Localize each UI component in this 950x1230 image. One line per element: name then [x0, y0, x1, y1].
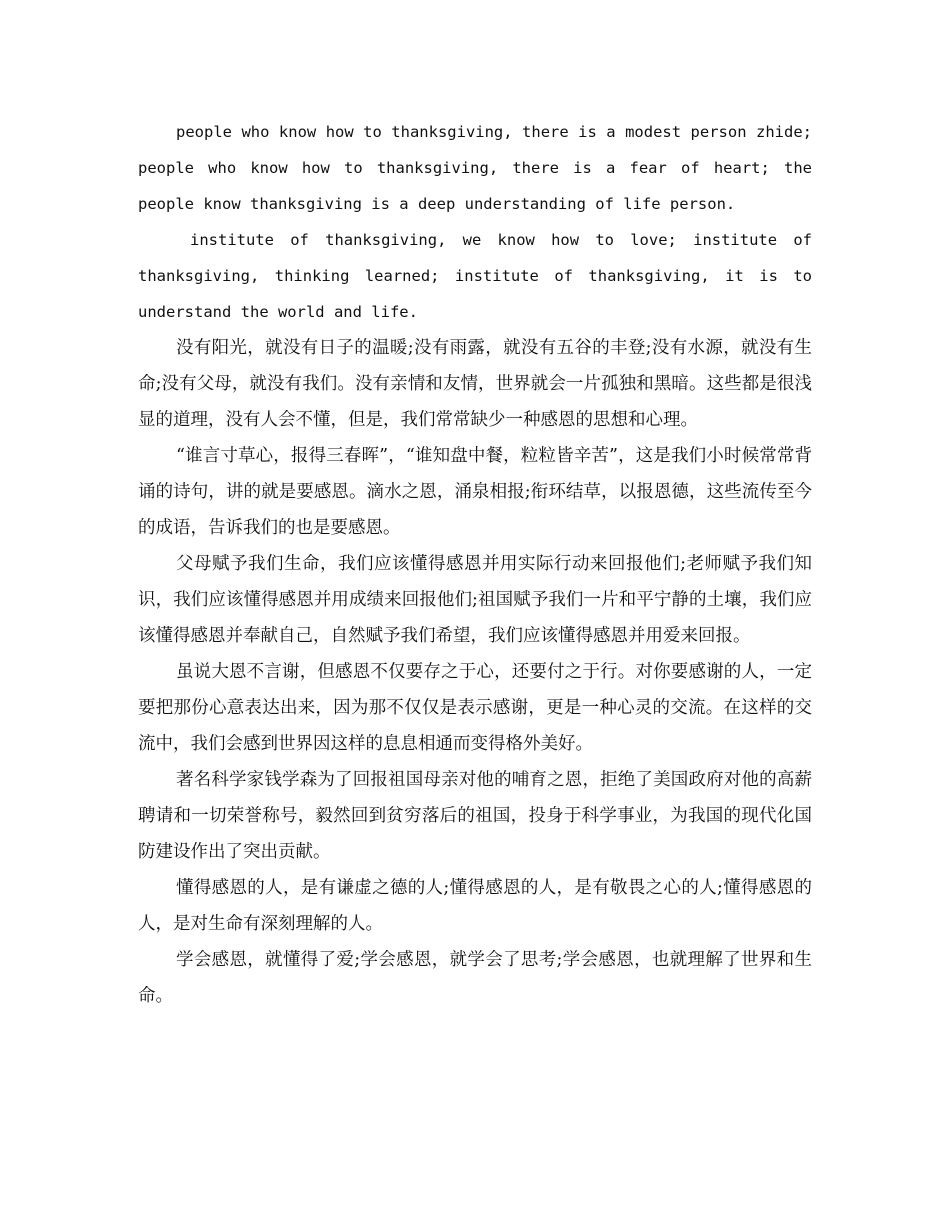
paragraph-grateful-people: 懂得感恩的人，是有谦虚之德的人;懂得感恩的人，是有敬畏之心的人;懂得感恩的人，是对生命有深刻理解的人。: [138, 878, 812, 934]
paragraph-learn-gratitude: 学会感恩，就懂得了爱;学会感恩，就学会了思考;学会感恩，也就理解了世界和生命。: [138, 950, 812, 1006]
paragraph-no-sunshine: 没有阳光，就没有日子的温暖;没有雨露，就没有五谷的丰登;没有水源，就没有生命;没有父母，就没有我们。没有亲情和友情，世界就会一片孤独和黑暗。这些都是很浅显的道理，没有人会不懂，但是，我们常常缺少一种感恩的思想和心理。: [138, 338, 812, 430]
paragraph-parents-teachers: 父母赋予我们生命，我们应该懂得感恩并用实际行动来回报他们;老师赋予我们知识，我们应该懂得感恩并用成绩来回报他们;祖国赋予我们一片和平宁静的土壤，我们应该懂得感恩并奉献自己，自然赋予我们希望，我们应该懂得感恩并用爱来回报。: [138, 554, 812, 646]
paragraph-english-2: institute of thanksgiving, we know how to love; institute of thanksgiving, thinking learned; institute of thanksgiving, it is to understand the world and life.: [138, 231, 812, 321]
paragraph-express-gratitude: 虽说大恩不言谢，但感恩不仅要存之于心，还要付之于行。对你要感谢的人，一定要把那份心意表达出来，因为那不仅仅是表示感谢，更是一种心灵的交流。在这样的交流中，我们会感到世界因这样的息息相通而变得格外美好。: [138, 662, 812, 754]
paragraph-qian-xuesen: 著名科学家钱学森为了回报祖国母亲对他的哺育之恩，拒绝了美国政府对他的高薪聘请和一切荣誉称号，毅然回到贫穷落后的祖国，投身于科学事业，为我国的现代化国防建设作出了突出贡献。: [138, 770, 812, 862]
paragraph-poems: “谁言寸草心，报得三春晖”，“谁知盘中餐，粒粒皆辛苦”，这是我们小时候常常背诵的诗句，讲的就是要感恩。滴水之恩，涌泉相报;衔环结草，以报恩德，这些流传至今的成语，告诉我们的也是要感恩。: [138, 446, 812, 538]
paragraph-english-1: people who know how to thanksgiving, there is a modest person zhide; people who know how to thanksgiving, there is a fear of heart; the people know thanksgiving is a deep understanding of life person.: [138, 123, 812, 213]
document-body: [138, 114, 812, 1014]
